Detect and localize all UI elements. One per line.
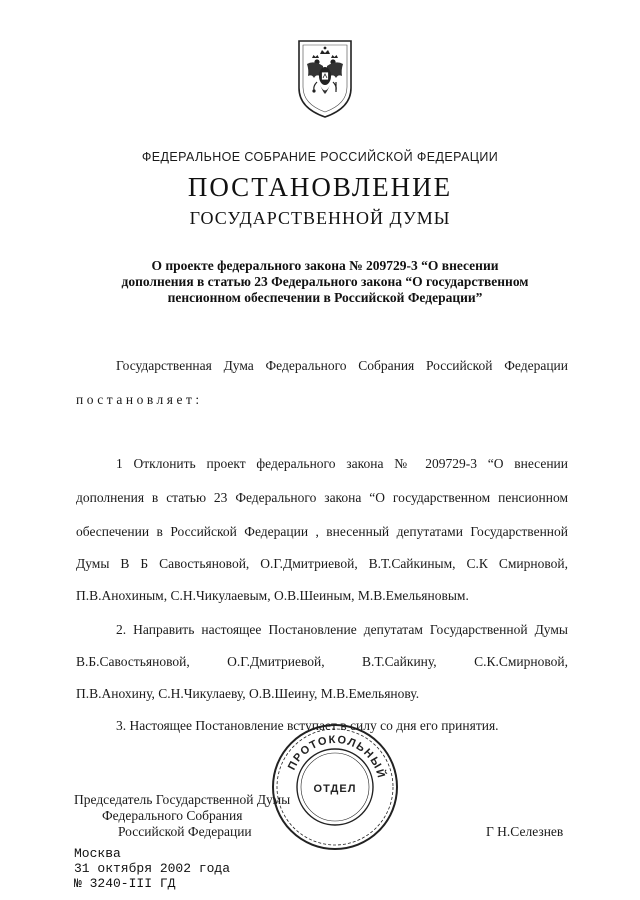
stamp-center-text: ОТДЕЛ [313,783,357,795]
signature-title-line: Российской Федерации [118,824,252,839]
document-number: № 3240-III ГД [74,876,176,891]
resolution-heading [100,258,550,306]
signature-title-line: Федерального Собрания [102,808,243,823]
stamp-ring-text: ПРОТОКОЛЬНЫЙ [285,733,388,781]
paragraph-1-line: П.В.Анохиным, С.Н.Чикулаевым, О.В.Шеиным, М.В.Емельяновым. [76,588,469,603]
svg-text:ПРОТОКОЛЬНЫЙ [286,734,388,780]
organization-name: ФЕДЕРАЛЬНОЕ СОБРАНИЕ РОССИЙСКОЙ ФЕДЕРАЦИИ [141,150,499,164]
paragraph-2-line: П.В.Анохину, С.Н.Чикулаеву, О.В.Шеину, М.В.Емельянову. [76,686,420,701]
official-stamp-icon [270,722,400,852]
paragraph-1-line: дополнения в статью 23 Федерального закона “О государственном пенсионном [76,490,568,505]
paragraph-1-line: обеспечении в Российской Федерации , внесенный депутатами Государственной [76,524,568,539]
resolves-text: постановляет: [76,392,203,407]
coat-of-arms-icon [296,38,354,120]
heading-line: О проекте федерального закона № 209729-3 “О внесении [151,258,499,273]
document-subtitle: ГОСУДАРСТВЕННОЙ ДУМЫ [189,208,451,228]
preamble-text: Государственная Дума Федерального Собрания Российской Федерации [116,358,568,373]
paragraph-1-line: 1 Отклонить проект федерального закона № 209729-3 “О внесении [116,456,568,471]
date-text: 31 октября 2002 года [74,861,231,876]
signature-title-line: Председатель Государственной Думы [74,792,291,807]
paragraph-2-line: 2. Направить настоящее Постановление депутатам Государственной Думы [116,622,568,637]
heading-line: пенсионном обеспечении в Российской Федерации” [167,290,483,305]
paragraph-3-text: 3. Настоящее Постановление вступает в силу со дня его принятия. [116,718,499,733]
signatory-name: Г Н.Селезнев [486,824,564,839]
city-text: Москва [74,846,121,861]
document-title: ПОСТАНОВЛЕНИЕ [187,172,453,202]
paragraph-2-line: В.Б.Савостьяновой, О.Г.Дмитриевой, В.Т.Сайкину, С.К.Смирновой, [76,654,568,669]
heading-line: дополнения в статью 23 Федерального закона “О государственном [121,274,529,289]
paragraph-1-line: Думы В Б Савостьяновой, О.Г.Дмитриевой, В.Т.Сайкиным, С.К Смирновой, [76,556,568,571]
